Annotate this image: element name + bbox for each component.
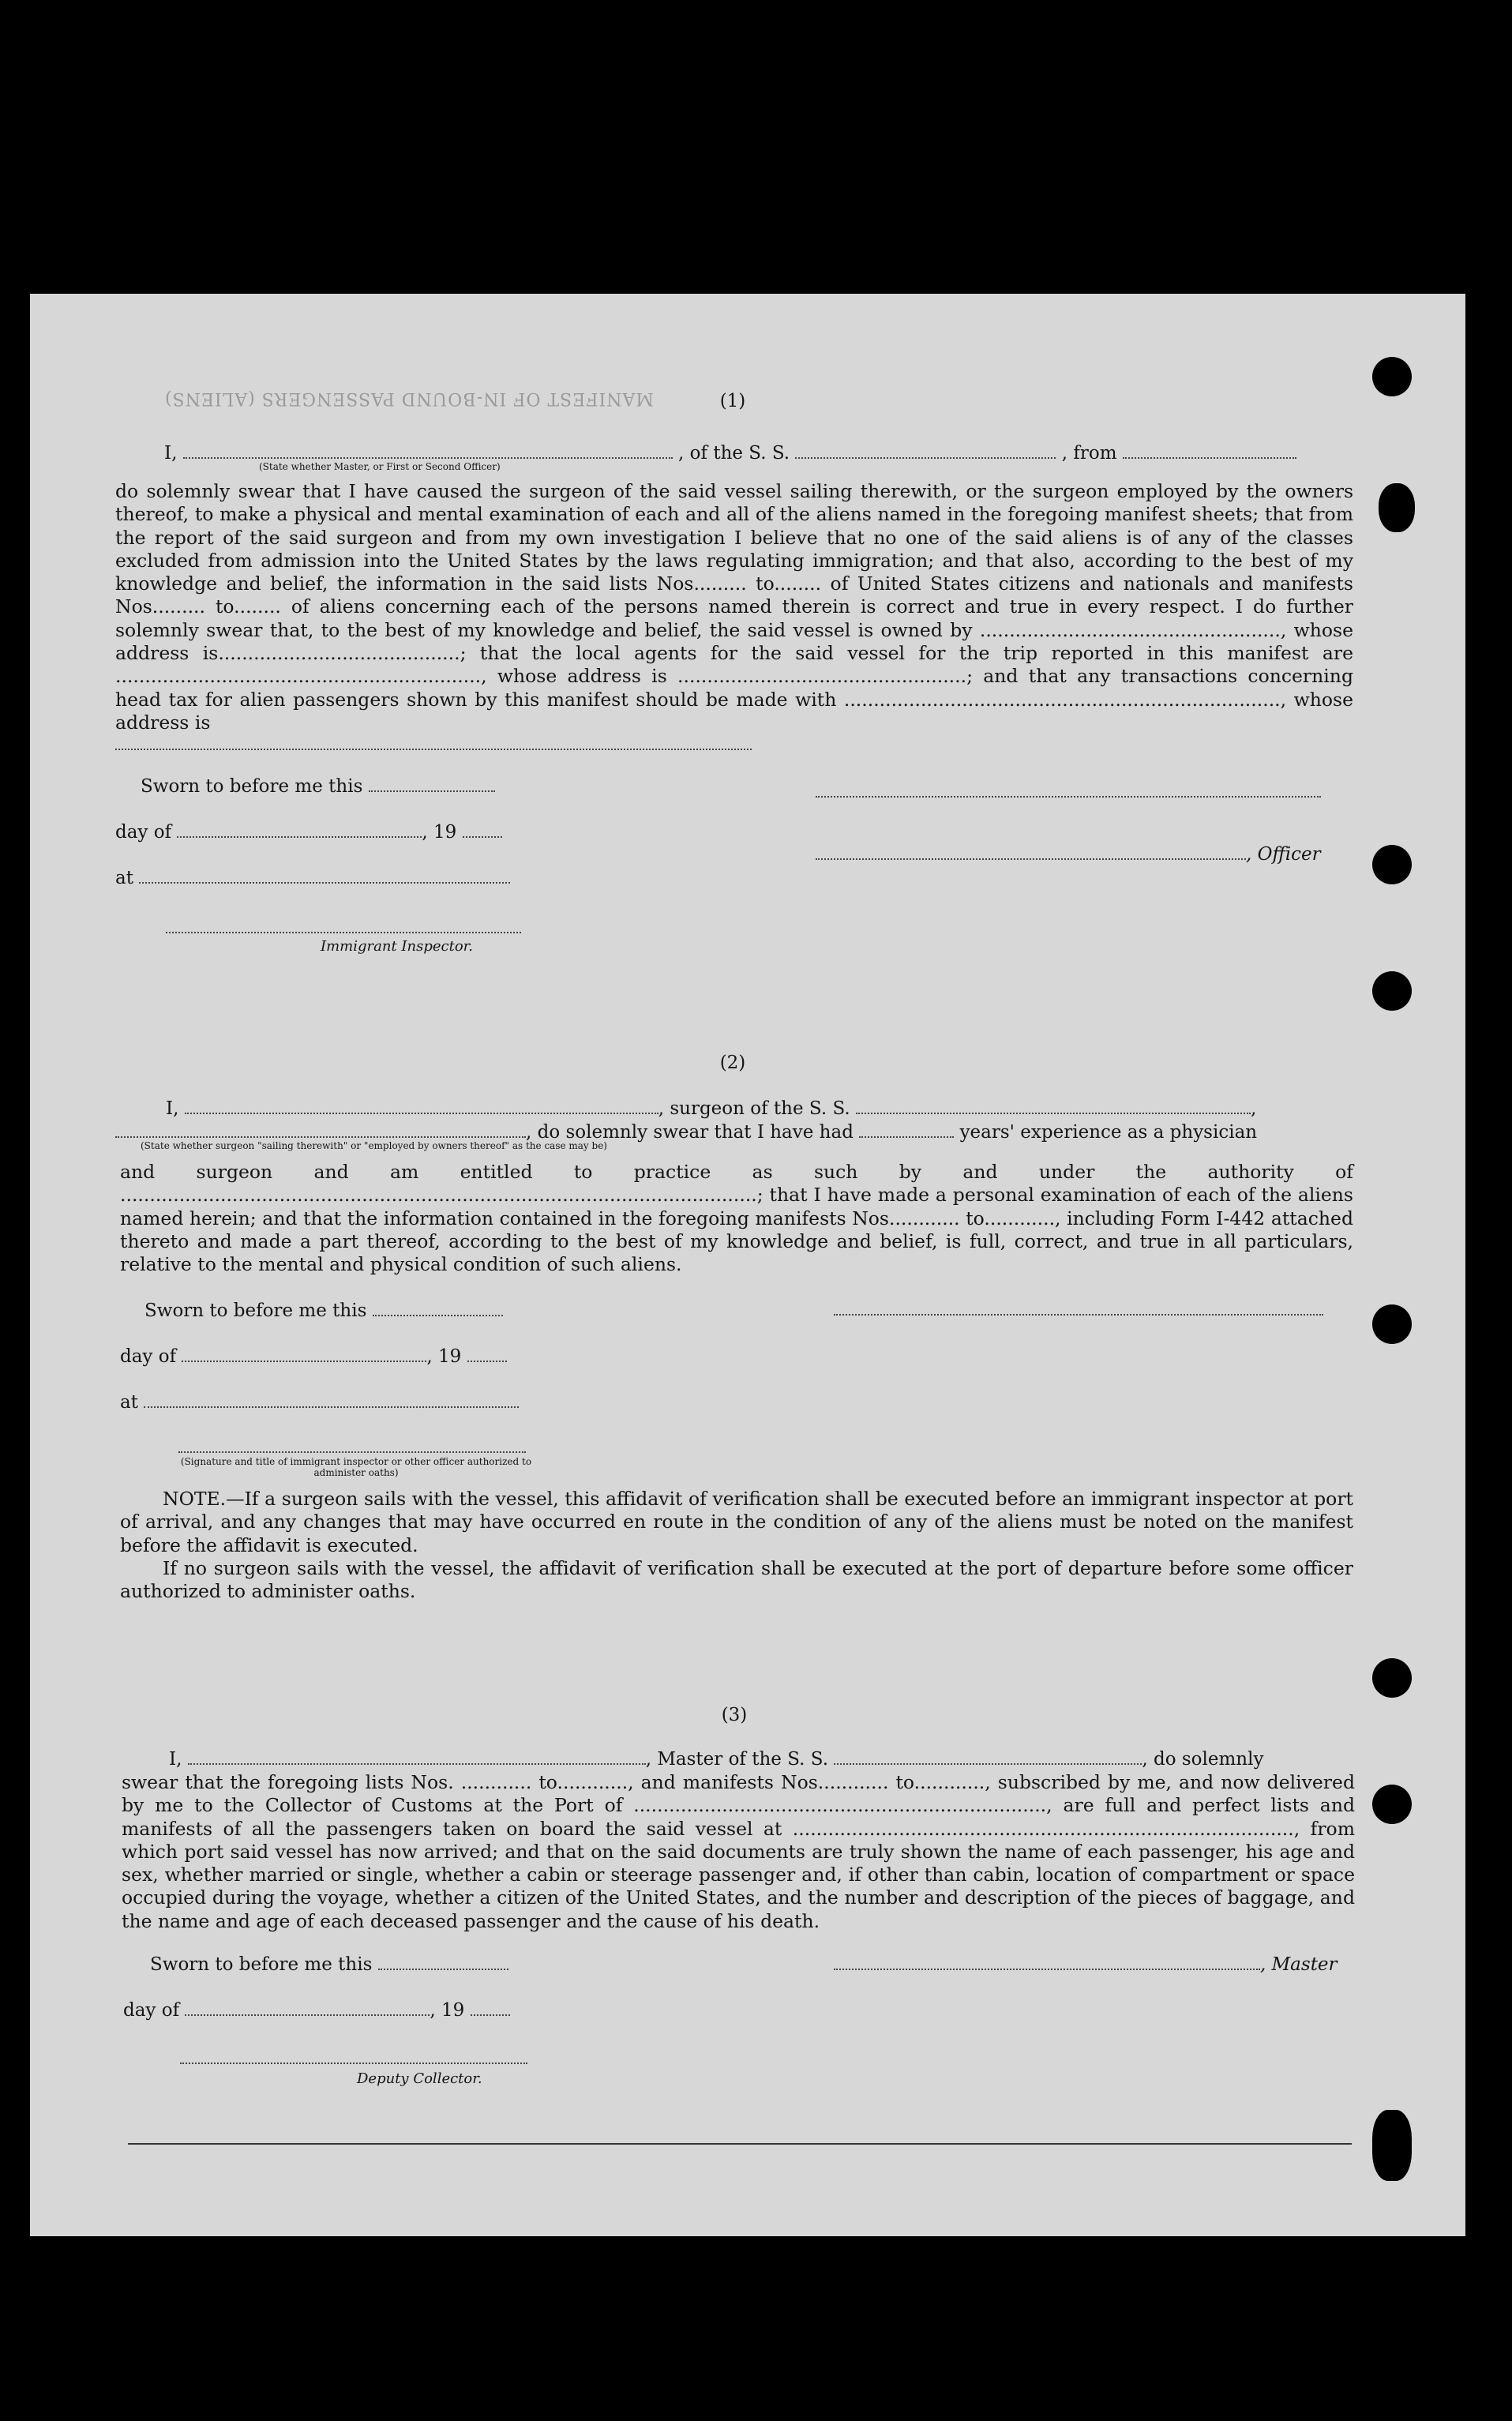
section-2-body: and surgeon and am entitled to practice as such by and under the authority of ............................................................................................................; that I have made a personal examination of each of the aliens named herein; and that the information contained in the foregoing manifests Nos............ to............, including Form I-442 attached thereto and made a part thereof, according to the best of my knowledge and belief, is full, correct, and true in all particulars, relative to the mental and physical condition of such aliens. — [120, 1161, 1353, 1276]
section-3-sworn-line: Sworn to before me this — [150, 1954, 508, 1976]
section-1-day-line: day of , 19 — [115, 821, 502, 844]
section-2-at-line: at — [120, 1391, 519, 1414]
month-field[interactable] — [177, 822, 422, 838]
section-2-note-2: If no surgeon sails with the vessel, the affidavit of verification shall be executed at the port of departure before some officer authorized to administer oaths. — [120, 1557, 1353, 1603]
section-2-note: NOTE.—If a surgeon sails with the vessel, this affidavit of verification shall be executed before an immigrant inspector at port of arrival, and any changes that may have occurred en route in the condition of any of the aliens must be noted on the manifest before the affidavit is executed. — [120, 1488, 1353, 1556]
surgeon-signature-line[interactable] — [834, 1314, 1323, 1316]
section-1-number: (1) — [719, 391, 746, 411]
section-2-surgeon-note: (State whether surgeon "sailing therewith" or "employed by owners thereof" as the case may be) — [141, 1140, 607, 1151]
officer-title-field[interactable] — [816, 844, 1246, 860]
punch-hole — [1372, 1304, 1412, 1344]
punch-hole — [1379, 483, 1415, 532]
bottom-rule — [128, 2143, 1352, 2145]
section-1-at-line: at — [115, 867, 510, 890]
authority-signature-line[interactable] — [178, 1451, 526, 1453]
sworn-day-field[interactable] — [369, 776, 495, 792]
master-signature-field[interactable] — [834, 1954, 1260, 1970]
departure-port-field[interactable] — [1123, 443, 1296, 459]
month-field-3[interactable] — [185, 2000, 430, 2016]
surgeon-name-field[interactable] — [185, 1098, 658, 1114]
month-field-2[interactable] — [182, 1346, 426, 1362]
deputy-collector-label: Deputy Collector. — [357, 2070, 482, 2087]
section-2-day-line: day of , 19 — [120, 1346, 507, 1368]
section-3-body: swear that the foregoing lists Nos. ............ to............, and manifests Nos............ to............, subscribed by me, and now delivered by me to the Collector of Customs at the Port of ......................................................................, are full and perfect lists and manifests of all the passengers taken on board the said vessel at ....................................................................................., from which port said vessel has now arrived; and that on the said documents are truly shown the name of each passenger, his age and sex, whether married or single, whether a cabin or steerage passenger and, if other than cabin, location of compartment or space occupied during the voyage, whether a citizen of the United States, and the number and description of the pieces of baggage, and the name and age of each deceased passenger and the cause of his death. — [122, 1771, 1355, 1932]
section-3-line: I, , Master of the S. S. , do solemnly — [169, 1749, 1264, 1770]
surgeon-vessel-field[interactable] — [856, 1098, 1251, 1114]
punch-hole — [1372, 357, 1412, 396]
years-field[interactable] — [859, 1122, 954, 1138]
bleed-through-heading: MANIFEST OF IN-BOUND PASSENGERS (ALIENS) — [164, 388, 654, 408]
immigrant-inspector-label: Immigrant Inspector. — [321, 938, 474, 955]
collector-signature-line[interactable] — [180, 2063, 527, 2064]
punch-hole — [1372, 971, 1412, 1011]
punch-hole — [1372, 845, 1412, 884]
address-field-line[interactable] — [115, 749, 752, 750]
year-field-2[interactable] — [467, 1346, 507, 1362]
section-1-line: I, , of the S. S. , from — [164, 442, 1296, 465]
section-3-number: (3) — [721, 1705, 748, 1725]
year-field[interactable] — [463, 822, 502, 838]
officer-signature-line[interactable] — [816, 796, 1321, 798]
master-vessel-field[interactable] — [834, 1749, 1142, 1765]
surgeon-status-field[interactable] — [115, 1122, 526, 1138]
place-field-2[interactable] — [144, 1392, 519, 1408]
section-2-number: (2) — [719, 1053, 746, 1073]
punch-hole — [1372, 1785, 1412, 1824]
master-name-field[interactable] — [188, 1749, 646, 1765]
section-3-master-line: , Master — [834, 1954, 1338, 1976]
punch-hole — [1372, 2110, 1412, 2181]
section-3-day-line: day of , 19 — [123, 1999, 510, 2022]
section-2-sworn-line: Sworn to before me this — [144, 1300, 503, 1323]
vessel-name-field[interactable] — [795, 443, 1056, 459]
officer-name-field[interactable] — [183, 443, 673, 459]
year-field-3[interactable] — [471, 2000, 510, 2016]
section-2-signature-note: (Signature and title of immigrant inspector or other officer authorized to administer oaths) — [180, 1456, 532, 1478]
section-1-officer-note: (State whether Master, or First or Second Officer) — [259, 461, 501, 472]
punch-hole — [1372, 1658, 1412, 1698]
sworn-day-field-2[interactable] — [373, 1301, 503, 1316]
section-2-line-b: , do solemnly swear that I have had years' experience as a physician — [115, 1121, 1257, 1144]
section-1-body: do solemnly swear that I have caused the surgeon of the said vessel sailing therewith, or the surgeon employed by the owners thereof, to make a physical and mental examination of each and all of the aliens named in the foregoing manifest sheets; that from the report of the said surgeon and from my own investigation I believe that no one of the said aliens is of any of the classes excluded from admission into the United States by the laws regulating immigration; and that also, according to the best of my knowledge and belief, the information in the said lists Nos......... to........ of United States citizens and nationals and manifests Nos......... to........ of aliens concerning each of the persons named therein is correct and true in every respect. I do further solemnly swear that, to the best of my knowledge and belief, the said vessel is owned by ..................................................., whose address is.........................................; that the local agents for the said vessel for the trip reported in this manifest are .............................................................., whose address is .................................................; and that any transactions concerning head tax for alien passengers shown by this manifest should be made with .........................................................................., whose address is — [115, 480, 1353, 734]
inspector-signature-line[interactable] — [166, 932, 521, 933]
section-1-officer-line: , Officer — [816, 843, 1321, 866]
sworn-day-field-3[interactable] — [378, 1954, 508, 1970]
section-1-sworn-line: Sworn to before me this — [141, 775, 495, 798]
place-field[interactable] — [139, 868, 510, 884]
section-2-line: I, , surgeon of the S. S. , — [166, 1098, 1257, 1119]
form-page — [30, 294, 1465, 2236]
